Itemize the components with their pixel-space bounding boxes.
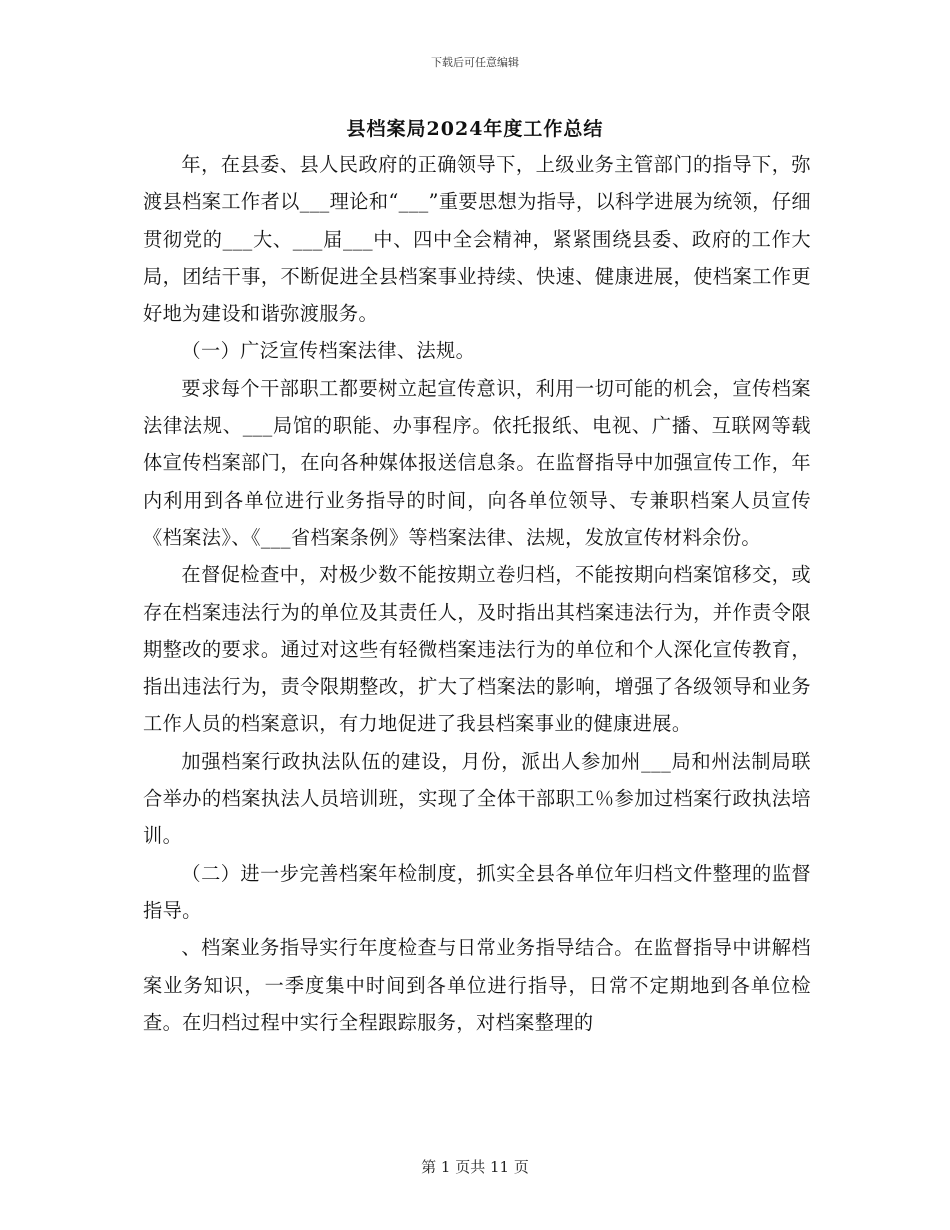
header-note: 下载后可任意编辑 bbox=[431, 56, 519, 69]
paragraph-intro: 年，在县委、县人民政府的正确领导下，上级业务主管部门的指导下，弥渡县档案工作者以___理论和“___”重要思想为指导，以科学进展为统领，仔细贯彻党的___大、___届___中、四中全会精神，紧紧围绕县委、政府的工作大局，团结干事，不断促进全县档案事业持续、快速、健康进展，使档案工作更好地为建设和谐弥渡服务。 bbox=[143, 153, 812, 326]
paragraph: 要求每个干部职工都要树立起宣传意识，利用一切可能的机会，宣传档案法律法规、___局馆的职能、办事程序。依托报纸、电视、广播、互联网等载体宣传档案部门，在向各种媒体报送信息条。在监督指导中加强宣传工作，年内利用到各单位进行业务指导的时间，向各单位领导、专兼职档案人员宣传《档案法》、《___省档案条例》等档案法律、法规，发放宣传材料余份。 bbox=[143, 376, 811, 549]
paragraph: 、档案业务指导实行年度检查与日常业务指导结合。在监督指导中讲解档案业务知识，一季度集中时间到各单位进行指导，日常不定期地到各单位检查。在归档过程中实行全程跟踪服务，对档案整理的 bbox=[143, 936, 811, 1034]
document-body bbox=[143, 146, 811, 1041]
paragraph: 在督促检查中，对极少数不能按期立卷归档，不能按期向档案馆移交，或存在档案违法行为的单位及其责任人，及时指出其档案违法行为，并作责令限期整改的要求。通过对这些有轻微档案违法行为的单位和个人深化宣传教育，指出违法行为，责令限期整改，扩大了档案法的影响，增强了各级领导和业务工作人员的档案意识，有力地促进了我县档案事业的健康进展。 bbox=[143, 563, 811, 736]
section-heading-2: （二）进一步完善档案年检制度，抓实全县各单位年归档文件整理的监督指导。 bbox=[143, 861, 811, 922]
section-heading-1: （一）广泛宣传档案法律、法规。 bbox=[181, 339, 476, 363]
document-title: 县档案局2024年度工作总结 bbox=[346, 118, 604, 140]
page-footer: 第 1 页共 11 页 bbox=[421, 1158, 529, 1176]
paragraph: 加强档案行政执法队伍的建设，月份，派出人参加州___局和州法制局联合举办的档案执法人员培训班，实现了全体干部职工％参加过档案行政执法培训。 bbox=[143, 749, 811, 848]
